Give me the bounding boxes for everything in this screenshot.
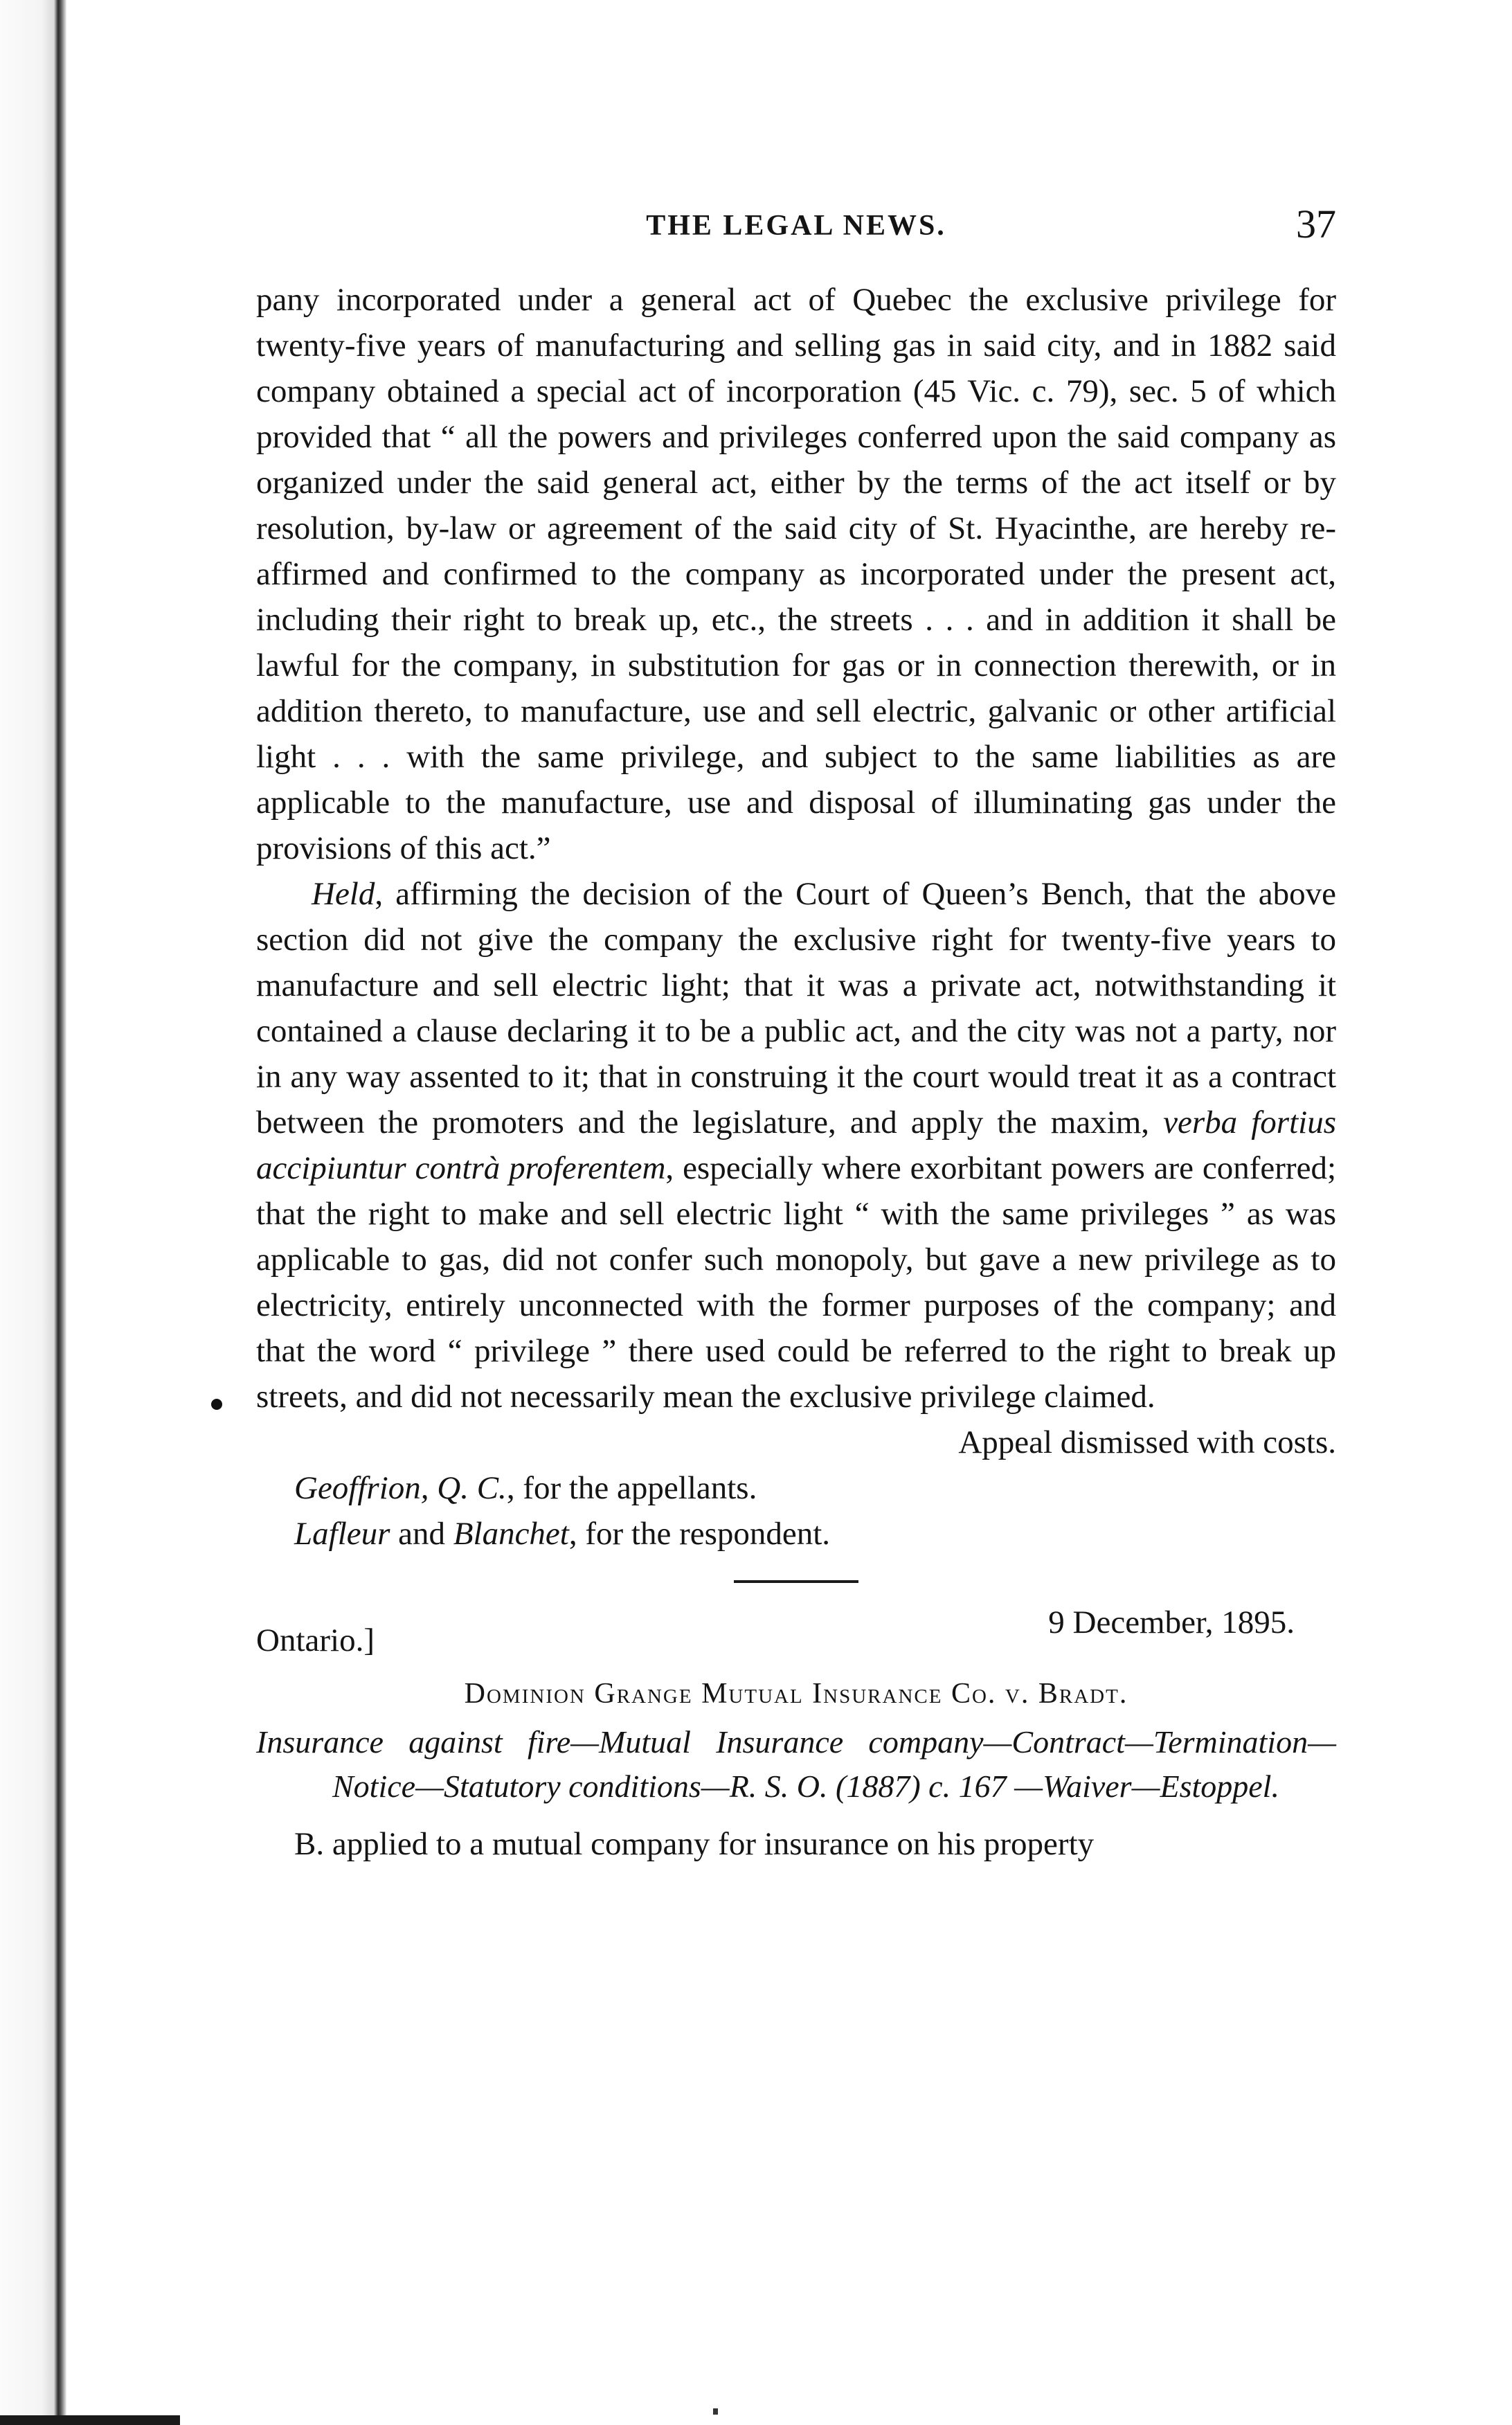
held-paragraph: [256, 871, 1336, 1420]
counsel-respondent: [256, 1511, 1336, 1557]
case-headnote: Insurance against fire—Mutual Insurance company—Contract—Termination—Notice—Statutory conditions—R. S. O. (1887) c. 167 —Waiver—Estoppel.: [256, 1724, 1336, 1804]
page-corner-shadow: [0, 2342, 180, 2425]
case-title: Dominion Grange Mutual Insurance Co. v. Bradt.: [464, 1678, 1128, 1710]
case-dateline: [256, 1604, 1336, 1659]
continuation-paragraph: pany incorporated under a general act of Quebec the exclusive privilege for twenty-five years of manufacturing and selling gas in said city, and in 1882 said company obtained a special act of incorporation (45 Vic. c. 79), sec. 5 of which provided that “ all the powers and privileges conferred upon the said company as organized under the said general act, either by the terms of the act itself or by resolution, by-law or agreement of the said city of St. Hyacinthe, are hereby re-affirmed and confirmed to the company as incorporated under the present act, including their right to break up, etc., the streets . . . and in addition it shall be lawful for the company, in substitution for gas or in connection therewith, or in addition thereto, to manufacture, use and sell electric, galvanic or other artificial light . . . with the same privilege, and subject to the same liabilities as are applicable to the manufacture, use and disposal of illuminating gas under the provisions of this act.”: [256, 282, 1336, 866]
margin-dot-mark: [211, 1399, 222, 1410]
held-lead: Held: [312, 876, 375, 912]
counsel-appellants-name: Geoffrion, Q. C.: [294, 1470, 507, 1506]
counsel-appellants: [256, 1465, 1336, 1511]
held-text-1: , affirming the decision of the Court of Queen’s Bench, that the above section did not give the company the exclusive right for twenty-five years to manufacture and sell electric light; that it was a private act, notwithstanding it contained a clause declaring it to be a public act, and the city was not a party, nor in any way assented to it; that in construing it the court would treat it as a contract between the promoters and the legislature, and apply the maxim,: [256, 876, 1336, 1140]
running-title: THE LEGAL NEWS.: [646, 210, 946, 242]
held-text-2: , especially where exorbitant powers are conferred; that the right to make and sell electric light “ with the same privileges ” as was applicable to gas, did not confer such monopoly, but gave a new privilege as to electricity, entirely unconnected with the former purposes of the company; and that the word “ privilege ” there used could be referred to the right to break up streets, and did not necessarily mean the exclusive privilege claimed.: [256, 1150, 1336, 1415]
latin-maxim: verba fortius accipiuntur contrà proferentem: [256, 1104, 1336, 1186]
case-opening-line: B. applied to a mutual company for insurance on his property: [294, 1826, 1095, 1862]
case-province: Ontario.]: [256, 1622, 375, 1658]
counsel-appellants-role: , for the appellants.: [506, 1470, 757, 1506]
counsel-respondent-name-2: Blanchet: [453, 1516, 569, 1552]
section-divider: [734, 1580, 858, 1583]
page-number: 37: [1296, 202, 1336, 247]
appeal-outcome: Appeal dismissed with costs.: [958, 1424, 1336, 1460]
counsel-respondent-name-1: Lafleur: [294, 1516, 390, 1552]
case-date: 9 December, 1895.: [1048, 1604, 1295, 1640]
counsel-respondent-role: , for the respondent.: [568, 1516, 831, 1552]
running-head: [256, 201, 1336, 249]
page-binding-edge: [0, 0, 66, 2425]
page-content: [256, 201, 1336, 1867]
bottom-speck: [713, 2408, 718, 2415]
counsel-respondent-and: and: [390, 1516, 453, 1552]
